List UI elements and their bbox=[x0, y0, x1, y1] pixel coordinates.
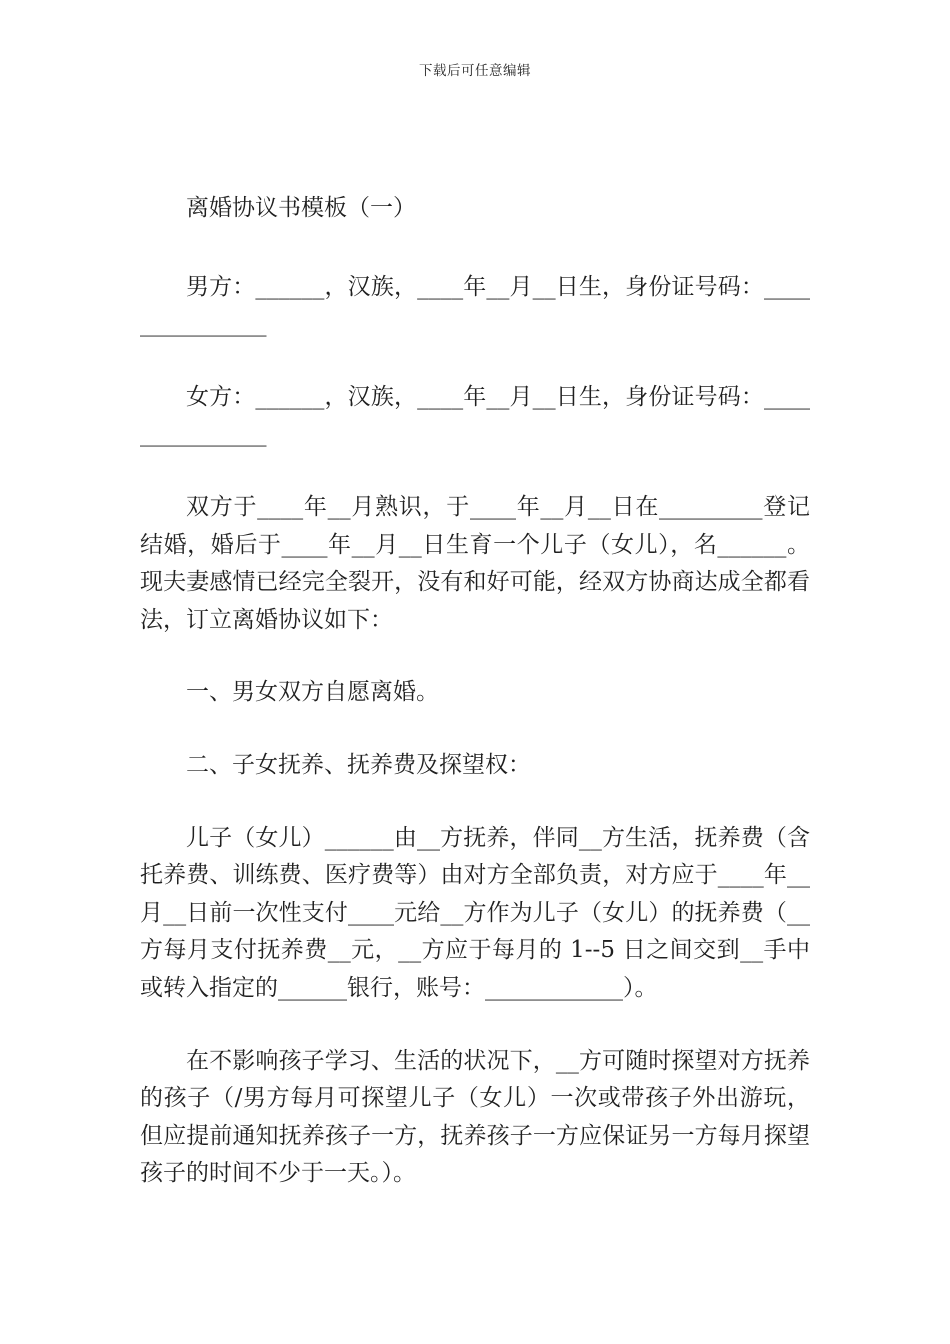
document-page bbox=[140, 190, 810, 1228]
clause-2-custody-heading: 二、子女抚养、抚养费及探望权： bbox=[186, 751, 531, 778]
clause-1-voluntary-divorce: 一、男女双方自愿离婚。 bbox=[186, 679, 439, 706]
paragraph-marriage-history: 双方于____年__月熟识，于____年__月__日在_________登记结婚，婚后于____年__月__日生育一个儿子（女儿），名______。现夫妻感情已经完全裂开，没有和好可能，经双方协商达成全都看法，订立离婚协议如下： bbox=[140, 493, 810, 633]
doc-title: 离婚协议书模板（一） bbox=[186, 195, 416, 221]
paragraph-wife-info: 女方：______，汉族，____年__月__日生，身份证号码：_______________ bbox=[140, 383, 810, 448]
paragraph-custody-support-details: 儿子（女儿）______由__方抚养，伴同__方生活，抚养费（含托养费、训练费、医疗费等）由对方全部负责，对方应于____年__月__日前一次性支付____元给__方作为儿子（女儿）的抚养费（__方每月支付抚养费__元，__方应于每月的 1--5 日之间交到__手中或转入指定的______银行，账号：____________）。 bbox=[140, 824, 810, 1001]
doc-header-note: 下载后可任意编辑 bbox=[419, 63, 531, 79]
paragraph-visitation-rights: 在不影响孩子学习、生活的状况下，__方可随时探望对方抚养的孩子（/男方每月可探望儿子（女儿）一次或带孩子外出游玩，但应提前通知抚养孩子一方，抚养孩子一方应保证另一方每月探望孩子的时间不少于一天。）。 bbox=[140, 1047, 810, 1187]
paragraph-husband-info: 男方：______，汉族，____年__月__日生，身份证号码：_______________ bbox=[140, 273, 810, 338]
